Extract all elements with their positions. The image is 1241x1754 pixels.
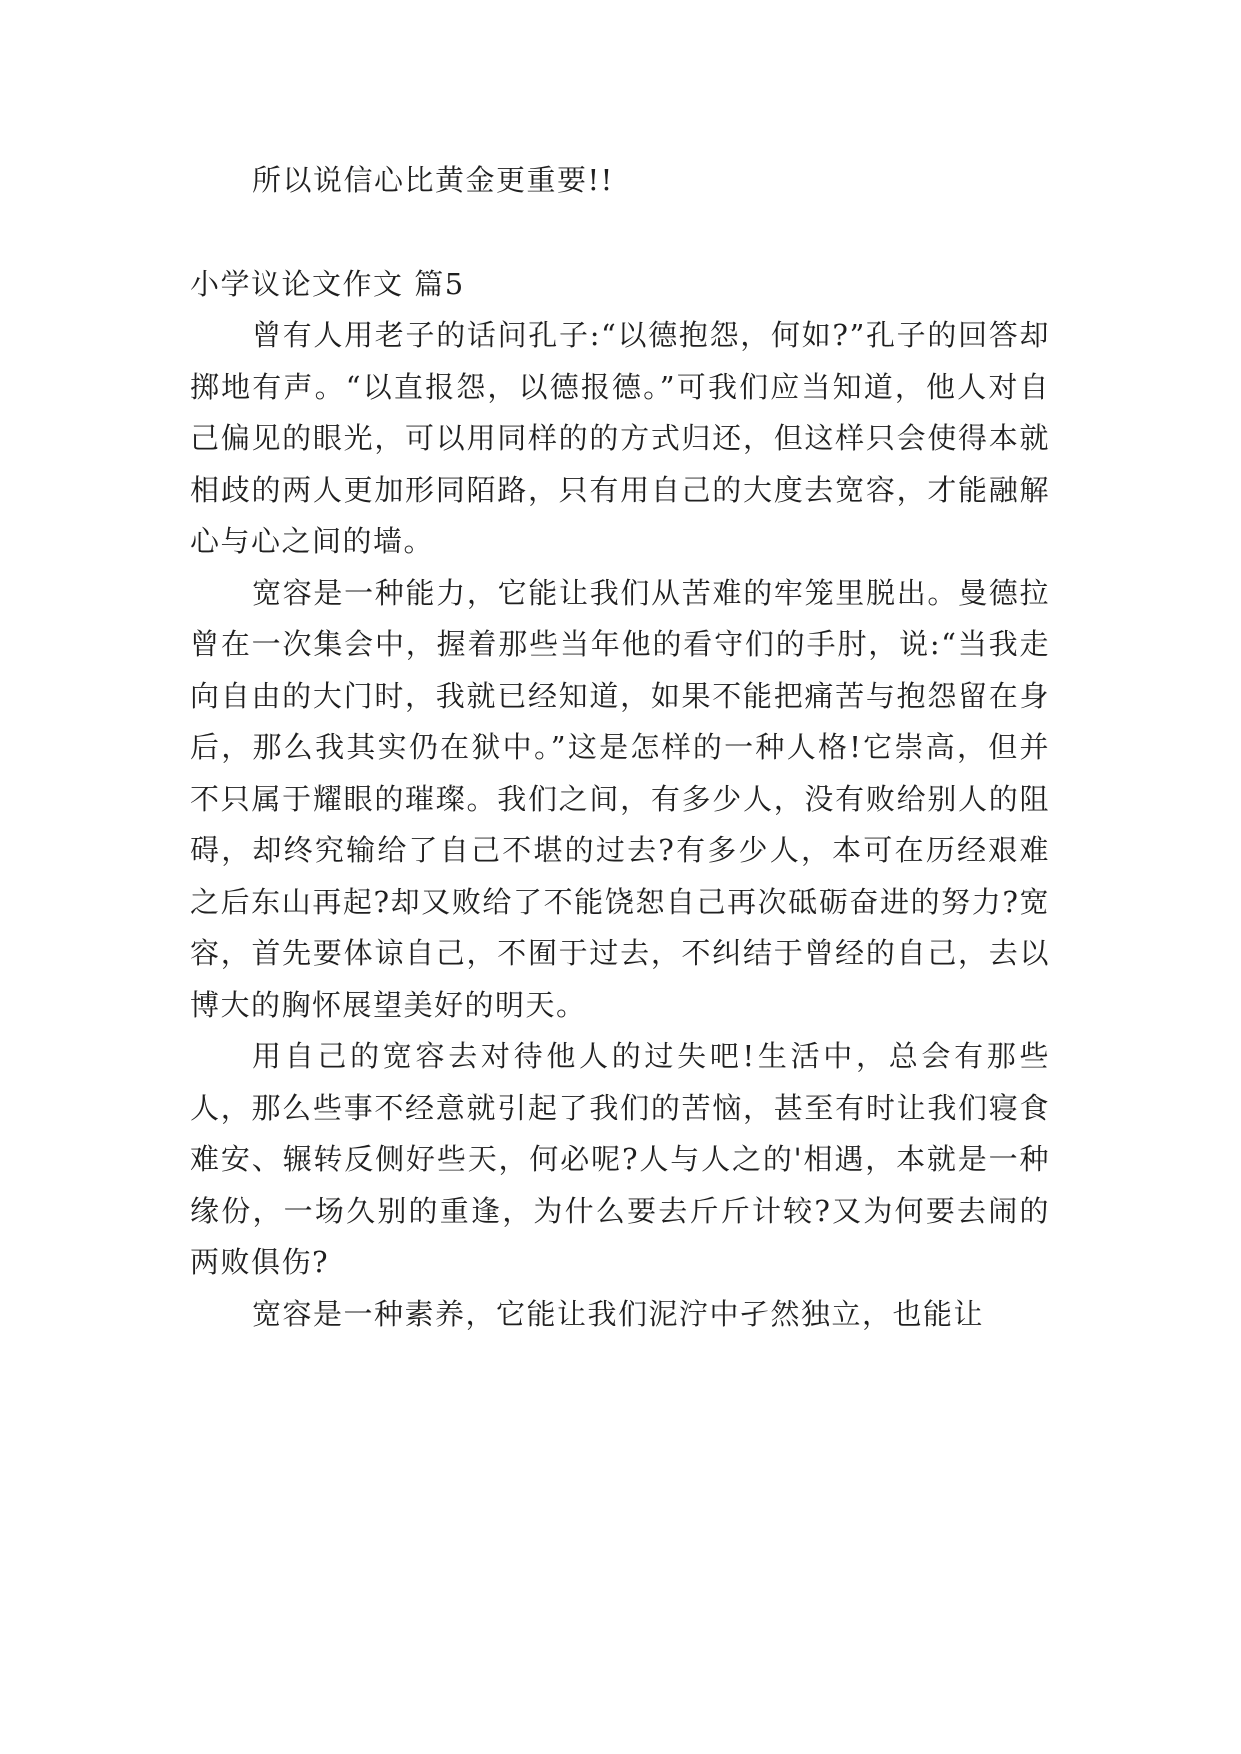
paragraph: 曾有人用老子的话问孔子:“以德抱怨，何如?”孔子的回答却掷地有声。“以直报怨，以德报德。”可我们应当知道，他人对自己偏见的眼光，可以用同样的的方式归还，但这样只会使得本就相歧的两人更加形同陌路，只有用自己的大度去宽容，才能融解心与心之间的墙。 <box>190 318 1050 558</box>
section-title: 小学议论文作文 篇5 <box>190 266 465 301</box>
document-body <box>190 155 1050 1340</box>
paragraph: 用自己的宽容去对待他人的过失吧!生活中，总会有那些人，那么些事不经意就引起了我们的苦恼，甚至有时让我们寝食难安、辗转反侧好些天，何必呢?人与人之的'相遇，本就是一种缘份，一场久别的重逢，为什么要去斤斤计较?又为何要去闹的两败俱伤? <box>190 1039 1050 1279</box>
intro-line: 所以说信心比黄金更重要!! <box>252 163 614 197</box>
paragraph: 宽容是一种素养，它能让我们泥泞中孑然独立，也能让 <box>252 1296 985 1331</box>
paragraph: 宽容是一种能力，它能让我们从苦难的牢笼里脱出。曼德拉曾在一次集会中，握着那些当年他的看守们的手肘，说:“当我走向自由的大门时，我就已经知道，如果不能把痛苦与抱怨留在身后，那么我其实仍在狱中。”这是怎样的一种人格!它崇高，但并不只属于耀眼的璀璨。我们之间，有多少人，没有败给别人的阻碍，却终究输给了自己不堪的过去?有多少人，本可在历经艰难之后东山再起?却又败给了不能饶恕自己再次砥砺奋进的努力?宽容，首先要体谅自己，不囿于过去，不纠结于曾经的自己，去以博大的胸怀展望美好的明天。 <box>190 575 1050 1022</box>
